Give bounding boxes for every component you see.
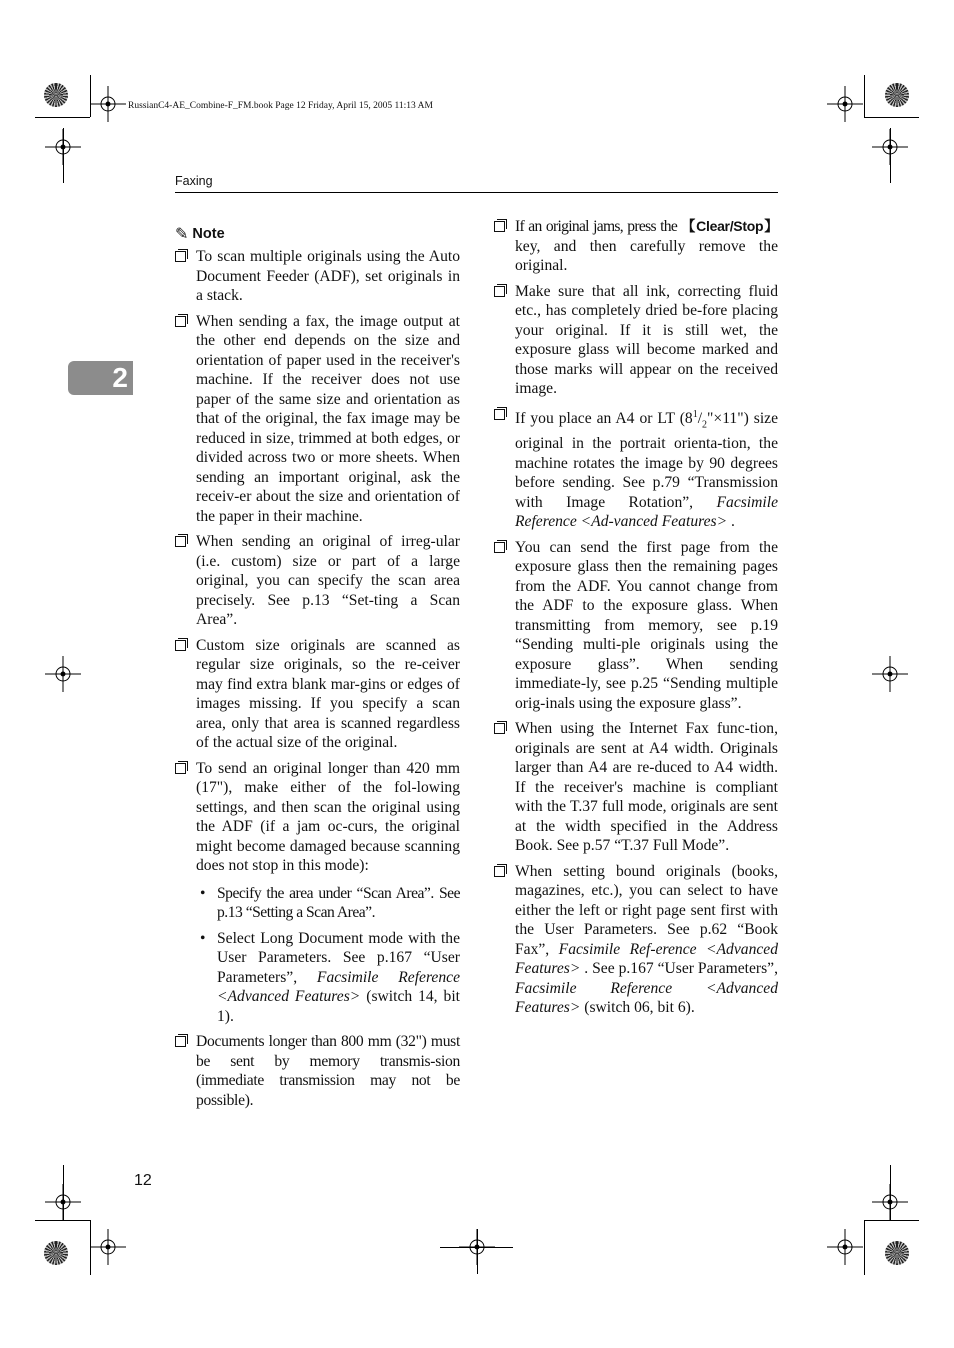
crosshair-icon [872,1184,908,1220]
checkbox-bullet-icon [494,542,505,553]
chapter-tab [68,361,133,395]
list-item: You can send the first page from the exposure glass then the remaining pages from the ADF. You cannot change from the ADF to the exposure glass. When transmitting from memory, see p.19 “Sending multi-ple originals using the exposure glass”. When sending immediate-ly, see p.25 “Sending multiple orig-inals using the exposure glass”. [494,538,778,714]
list-item: When sending a fax, the image output at the other end depends on the size and orientation of paper used in the receiver's machine. If the receiver does not use paper of the same size and orientation as that of the original, the fax image may be reduced in size, trimmed at both edges, or divided across two or more sheets. When sending an important original, ask the receiv-er about the size and orientation of the paper in their machine. [175,312,460,527]
list-item: When sending an original of irreg-ular (i.e. custom) size or part of a large original, you can specify the scan area precisely. See p.13 “Set-ting a Scan Area”. [175,532,460,630]
file-info: RussianC4-AE_Combine-F_FM.book Page 12 Friday, April 15, 2005 11:13 AM [128,101,433,111]
crosshair-icon [872,656,908,692]
checkbox-bullet-icon [494,723,505,734]
list-item: When using the Internet Fax func-tion, originals are sent at A4 width. Originals larger than A4 are re-duced to A4 width. If the receiver's machine is compliant with the T.37 full mode, originals are sent at the width specified in the Address Book. See p.57 “T.37 Full Mode”. [494,719,778,856]
checkbox-bullet-icon [175,316,186,327]
crop-mark [35,117,90,118]
clear-stop-key-label: 【Clear/Stop】 [681,218,778,234]
crosshair-icon [827,86,863,122]
checkbox-bullet-icon [175,640,186,651]
sub-bullet-item: • Select Long Document mode with the User Parameters. See p.167 “User Parameters”, Facsimile Reference <Advanced Features> (switch 14, bit 1). [196,929,460,1027]
crop-mark [864,1220,919,1221]
crosshair-icon [827,1229,863,1265]
list-item: Make sure that all ink, correcting fluid etc., has completely dried be-fore placing your original. If it is still wet, the exposure glass will become marked and those marks will appear on the received image. [494,282,778,399]
registration-rosette-icon [885,83,909,107]
crosshair-icon [45,129,81,165]
crop-mark [864,117,919,118]
crop-mark [864,1220,865,1275]
sub-bullet-list [196,884,460,1027]
crop-mark [477,1229,478,1274]
registration-rosette-icon [44,1241,68,1265]
crosshair-icon [90,1229,126,1265]
crosshair-icon [45,656,81,692]
crosshair-icon [872,129,908,165]
page-number: 12 [134,1172,152,1189]
chapter-number: 2 [112,362,128,393]
checkbox-bullet-icon [494,866,505,877]
header-rule [175,192,778,193]
checkbox-bullet-icon [494,286,505,297]
registration-rosette-icon [44,83,68,107]
crop-mark [35,1220,90,1221]
checkbox-bullet-icon [494,409,505,420]
crosshair-icon [90,86,126,122]
list-item: To send an original longer than 420 mm (17"), make either of the fol-lowing settings, and then scan the original using the ADF (if a jam oc-curs, the original might become damaged because scanning does not stop in this mode): • Specify the area under “Scan Area”. See p.13 “Setting a Scan Area”. • Select Long Document mode with the User Parameters. See p.167 “User Parameters”, Facsimile Reference <Advanced Features> (switch 14, bit 1). [175,759,460,1027]
list-item: If an original jams, press the 【Clear/Stop】 key, and then carefully remove the original. [494,217,778,276]
crosshair-icon [45,1184,81,1220]
list-item: If you place an A4 or LT $(8^1/_2"\times 11")$ size original in the portrait orienta-tion, the machine rotates the image by 90 degrees before sending. See p.79 “Transmission with Image Rotation”, Facsimile Reference <Ad-vanced Features> . [494,405,778,532]
right-column [494,217,778,1024]
checkbox-bullet-icon [175,1036,186,1047]
checkbox-bullet-icon [175,251,186,262]
list-item: Documents longer than 800 mm (32") must be sent by memory transmis-sion (immediate transmission may not be possible). [175,1032,460,1110]
checkbox-bullet-icon [494,221,505,232]
sub-bullet-item: • Specify the area under “Scan Area”. See p.13 “Setting a Scan Area”. [196,884,460,923]
registration-rosette-icon [885,1241,909,1265]
list-item: Custom size originals are scanned as regular size originals, so the re-ceiver may find extra blank mar-gins or edges of images missing. If you specify a scan area, only that area is scanned regardless of the actual size of the original. [175,636,460,753]
checkbox-bullet-icon [175,763,186,774]
note-heading [175,225,460,245]
list-item: To scan multiple originals using the Auto Document Feeder (ADF), set originals in a stack. [175,247,460,306]
running-head: Faxing [175,174,213,188]
left-column [175,225,460,1116]
note-heading-label: Note [192,226,225,243]
list-item: When setting bound originals (books, magazines, etc.), you can select to have either the left or right page sent first with the User Parameters. See p.62 “Book Fax”, Facsimile Ref-erence <Advanced Features> . See p.167 “User Parameters”, Facsimile Reference <Advanced Features> (switch 06, bit 6). [494,862,778,1018]
pencil-icon: ✎ [175,226,189,244]
crop-mark [864,75,865,117]
checkbox-bullet-icon [175,536,186,547]
